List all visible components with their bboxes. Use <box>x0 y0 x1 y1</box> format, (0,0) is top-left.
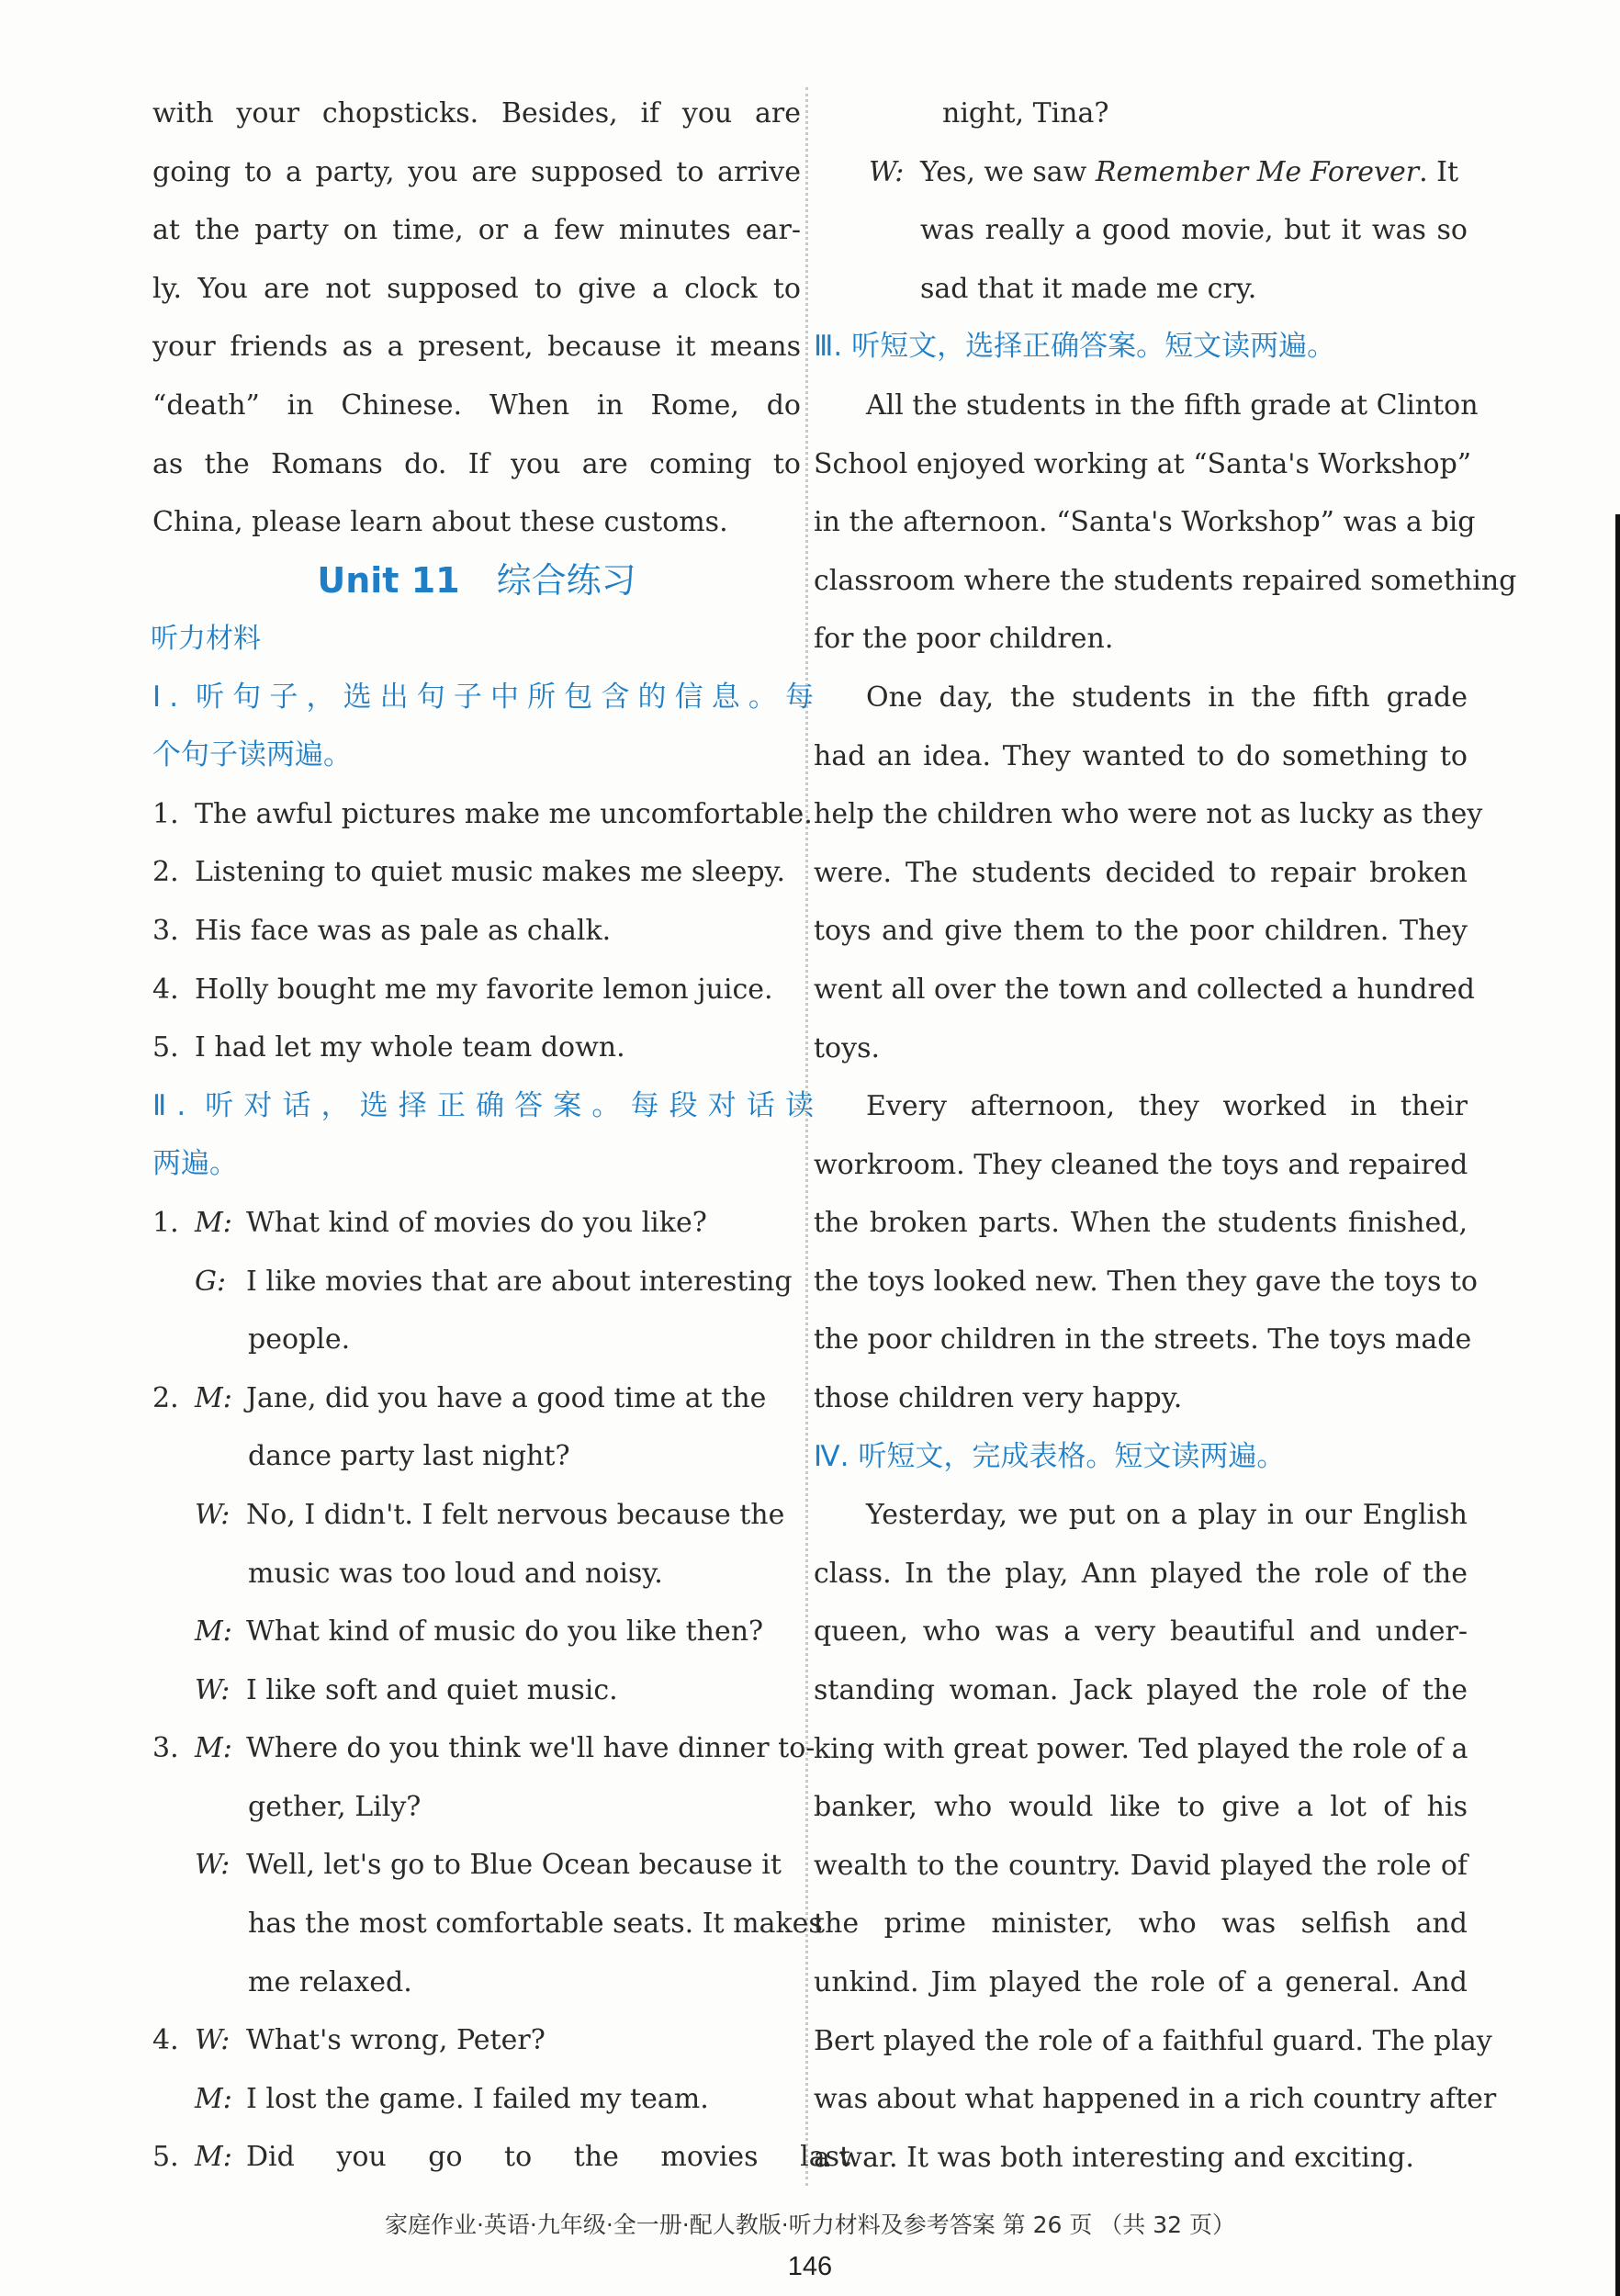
text-line: a war. It was both interesting and exciting. <box>814 2141 1414 2174</box>
dialogue-line: was really a good movie, but it was so <box>920 214 1468 247</box>
dialogue-line: music was too loud and noisy. <box>248 1557 663 1590</box>
dialogue-line: W: Yes, we saw Remember Me Forever. It <box>869 155 1459 188</box>
text-line: Yesterday, we put on a play in our English <box>866 1499 1468 1532</box>
text-line: class. In the play, Ann played the role of the <box>814 1557 1468 1590</box>
text-line: School enjoyed working at “Santa's Workshop” <box>814 447 1472 480</box>
text-line: All the students in the fifth grade at Clinton <box>866 388 1479 422</box>
text-line: the toys looked new. Then they gave the toys to <box>814 1265 1478 1298</box>
text-line: classroom where the students repaired something <box>814 564 1517 597</box>
text-line: your friends as a present, because it means <box>152 331 801 364</box>
text-line: workroom. They cleaned the toys and repaired <box>814 1148 1468 1181</box>
dialogue-line: W: Well, let's go to Blue Ocean because it <box>195 1849 782 1882</box>
text-line: at the party on time, or a few minutes ear- <box>152 214 801 247</box>
text-line: in the afternoon. “Santa's Workshop” was a big <box>814 506 1476 539</box>
text-line: as the Romans do. If you are coming to <box>152 447 801 480</box>
list-item: 4. Holly bought me my favorite lemon juice. <box>152 973 773 1006</box>
text-line: toys and give them to the poor children. They <box>814 915 1468 948</box>
text-line: for the poor children. <box>814 623 1114 656</box>
dialogue-line: G: I like movies that are about interesting <box>195 1265 793 1298</box>
text-line: One day, the students in the fifth grade <box>866 681 1468 714</box>
text-line: wealth to the country. David played the role of <box>814 1849 1468 1882</box>
dialogue-line: W: I like soft and quiet music. <box>195 1673 618 1706</box>
dialogue-line: 1. M: What kind of movies do you like? <box>152 1206 707 1239</box>
list-item: 1. The awful pictures make me uncomfortable. <box>152 797 813 830</box>
dialogue-line: W: No, I didn't. I felt nervous because the <box>195 1498 785 1531</box>
text-line: king with great power. Ted played the role of a <box>814 1732 1468 1765</box>
text-line: those children very happy. <box>814 1382 1183 1415</box>
text-line: unkind. Jim played the role of a general. And <box>814 1966 1468 1998</box>
dialogue-line: me relaxed. <box>248 1965 412 1998</box>
dialogue-line: 2. M: Jane, did you have a good time at the <box>152 1381 767 1414</box>
text-line: ly. You are not supposed to give a clock to <box>152 272 801 305</box>
text-line: Bert played the role of a faithful guard. The play <box>814 2024 1492 2057</box>
section-2-heading: Ⅱ. 听对话，选择正确答案。每段对话读 <box>152 1088 814 1122</box>
dialogue-line: sad that it made me cry. <box>920 272 1257 305</box>
text-line: the poor children in the streets. The toys made <box>814 1323 1472 1356</box>
dialogue-line: M: I lost the game. I failed my team. <box>195 2082 709 2115</box>
section-1-heading-cont: 个句子读两遍。 <box>152 738 352 772</box>
section-1-heading: Ⅰ. 听句子，选出句子中所包含的信息。每 <box>152 680 814 714</box>
text-line: the broken parts. When the students finished, <box>814 1207 1468 1240</box>
unit-title <box>152 552 801 611</box>
dialogue-line: 5. M: Did you go to the movies last <box>152 2141 851 2174</box>
unit-title-en: Unit 11 <box>317 559 460 601</box>
text-line: had an idea. They wanted to do something to <box>814 739 1468 772</box>
text-line: toys. <box>814 1031 880 1064</box>
list-item: 2. Listening to quiet music makes me sleepy. <box>152 856 786 889</box>
movie-title: Remember Me Forever <box>1095 155 1420 188</box>
text-line: “death” in Chinese. When in Rome, do <box>152 388 801 422</box>
section-3-heading: Ⅲ. 听短文，选择正确答案。短文读两遍。 <box>814 330 1336 364</box>
materials-tag: 听力材料 <box>151 623 261 655</box>
list-item: 3. His face was as pale as chalk. <box>152 914 612 947</box>
text-line: China, please learn about these customs. <box>152 506 728 539</box>
dialogue-line: M: What kind of music do you like then? <box>195 1615 764 1649</box>
text-line: standing woman. Jack played the role of the <box>814 1674 1468 1707</box>
text-line: went all over the town and collected a hundred <box>814 973 1475 1006</box>
unit-title-cn: 综合练习 <box>496 559 636 601</box>
section-2-heading-cont: 两遍。 <box>152 1147 238 1181</box>
dialogue-line: night, Tina? <box>942 97 1109 129</box>
text-line: was about what happened in a rich country after <box>814 2083 1497 2116</box>
page-edge-shadow <box>1615 514 1620 2296</box>
dialogue-line: gether, Lily? <box>248 1790 422 1823</box>
page-footer: 家庭作业·英语·九年级·全一册·配人教版·听力材料及参考答案 第 26 页 （共 32 页） <box>384 2212 1236 2238</box>
text-line: help the children who were not as lucky as they <box>814 798 1483 831</box>
text-line: with your chopsticks. Besides, if you are <box>152 97 801 129</box>
right-column <box>814 84 1517 2187</box>
text-line: banker, who would like to give a lot of his <box>814 1791 1468 1824</box>
text-line: going to a party, you are supposed to arrive <box>152 155 801 188</box>
text-line: the prime minister, who was selfish and <box>814 1908 1468 1941</box>
dialogue-line: 4. W: What's wrong, Peter? <box>152 2024 546 2057</box>
list-item: 5. I had let my whole team down. <box>152 1031 625 1064</box>
dialogue-line: has the most comfortable seats. It makes <box>248 1908 823 1941</box>
text-line: were. The students decided to repair broken <box>814 856 1468 889</box>
left-column <box>152 84 801 610</box>
section-4-heading: Ⅳ. 听短文，完成表格。短文读两遍。 <box>814 1439 1286 1473</box>
dialogue-line: 3. M: Where do you think we'll have dinner to- <box>152 1732 816 1765</box>
dialogue-line: dance party last night? <box>248 1440 570 1473</box>
dialogue-line: people. <box>248 1323 351 1356</box>
page-number: 146 <box>787 2252 833 2281</box>
text-line: queen, who was a very beautiful and under- <box>814 1615 1468 1649</box>
text-line: Every afternoon, they worked in their <box>866 1090 1468 1123</box>
